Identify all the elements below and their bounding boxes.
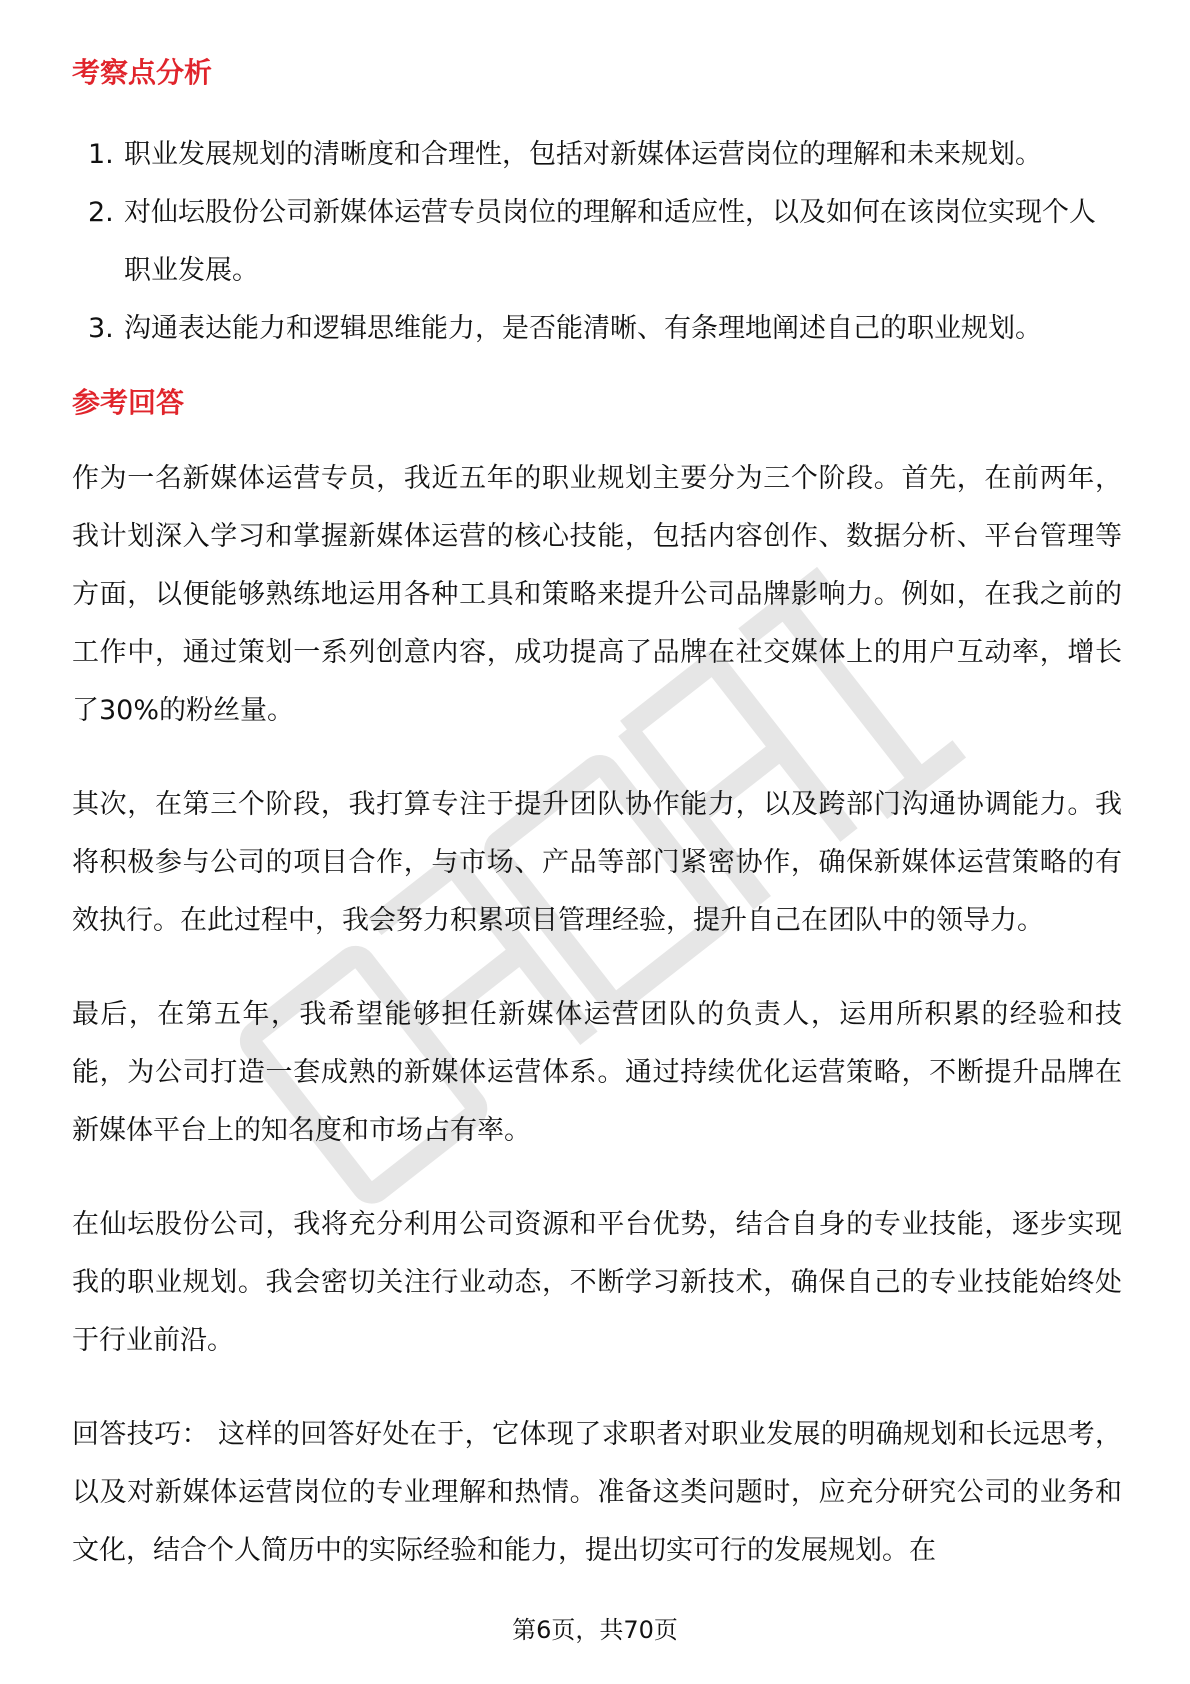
list-item-number: 2. [88,197,114,228]
answer-paragraph: 在仙坛股份公司，我将充分利用公司资源和平台优势，结合自身的专业技能，逐步实现我的职业规划。我会密切关注行业动态，不断学习新技术，确保自己的专业技能始终处于行业前沿。 [72,1209,1122,1356]
list-item [72,184,1122,300]
answer-paragraph: 最后，在第五年，我希望能够担任新媒体运营团队的负责人，运用所积累的经验和技能，为公司打造一套成熟的新媒体运营体系。通过持续优化运营策略，不断提升品牌在新媒体平台上的知名度和市场占有率。 [72,999,1122,1146]
section-title-analysis: 考察点分析 [72,56,213,89]
list-item-text: 沟通表达能力和逻辑思维能力，是否能清晰、有条理地阐述自己的职业规划。 [124,313,1042,344]
main-content [72,50,1122,1580]
tips-paragraph: 回答技巧： 这样的回答好处在于，它体现了求职者对职业发展的明确规划和长远思考，以及对新媒体运营岗位的专业理解和热情。准备这类问题时，应充分研究公司的业务和文化，结合个人简历中的实际经验和能力，提出切实可行的发展规划。在 [72,1419,1122,1566]
list-item-text: 职业发展规划的清晰度和合理性，包括对新媒体运营岗位的理解和未来规划。 [124,139,1042,170]
section-title-answer: 参考回答 [72,386,185,419]
answer-paragraph: 其次，在第三个阶段，我打算专注于提升团队协作能力，以及跨部门沟通协调能力。我将积极参与公司的项目合作，与市场、产品等部门紧密协作，确保新媒体运营策略的有效执行。在此过程中，我会努力积累项目管理经验，提升自己在团队中的领导力。 [72,789,1122,936]
analysis-list [72,126,1122,358]
list-item [72,126,1122,184]
list-item [72,300,1122,358]
page-number-footer: 第6页，共70页 [512,1616,678,1644]
list-item-number: 3. [88,313,114,344]
list-item-number: 1. [88,139,114,170]
answer-paragraph: 作为一名新媒体运营专员，我近五年的职业规划主要分为三个阶段。首先，在前两年，我计划深入学习和掌握新媒体运营的核心技能，包括内容创作、数据分析、平台管理等方面，以便能够熟练地运用各种工具和策略来提升公司品牌影响力。例如，在我之前的工作中，通过策划一系列创意内容，成功提高了品牌在社交媒体上的用户互动率，增长了30%的粉丝量。 [72,463,1122,726]
list-item-text: 对仙坛股份公司新媒体运营专员岗位的理解和适应性，以及如何在该岗位实现个人职业发展。 [124,197,1096,286]
